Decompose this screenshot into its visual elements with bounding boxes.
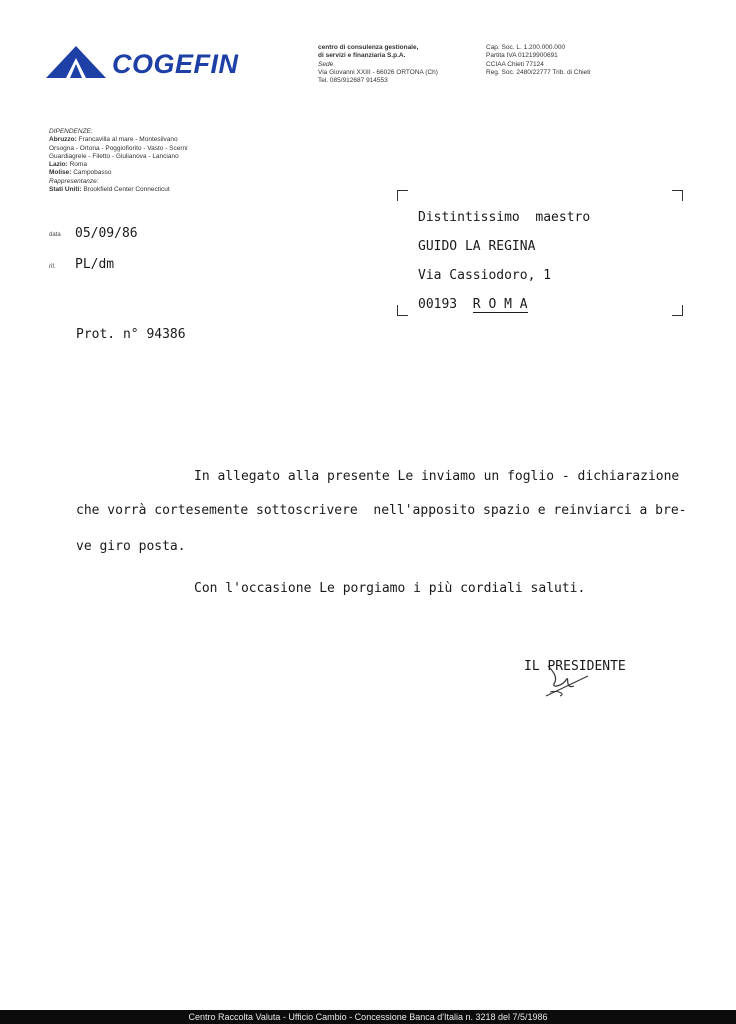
window-corner-br (672, 305, 683, 316)
abruzzo-list-2: Orsogna - Ortona - Poggiofiorito - Vasto - Scerni (49, 144, 188, 152)
abruzzo-list-3: Guardiagrele - Filetto - Giulianova - Lanciano (49, 152, 179, 160)
body-line-2: che vorrà cortesemente sottoscrivere nell'apposito spazio e reinviarci a bre- (76, 503, 687, 518)
usa-label: Stati Uniti: (49, 186, 82, 194)
seat-label: Sede (318, 60, 334, 68)
reps-heading: Rappresentanze: (49, 177, 99, 185)
protocol-number: Prot. n° 94386 (76, 327, 186, 342)
recipient-block (418, 203, 590, 319)
phone: Tel. 085/912687 914553 (318, 77, 388, 85)
recipient-name: GUIDO LA REGINA (418, 239, 536, 254)
lazio-list: Roma (69, 161, 87, 169)
tagline-2: di servizi e finanziaria S.p.A. (318, 52, 406, 60)
window-corner-tl (397, 190, 408, 201)
molise-label: Molise: (49, 169, 72, 177)
ref-label: rif. (49, 264, 56, 270)
abruzzo-list: Francavilla al mare - Montesilvano (78, 136, 178, 144)
recipient-salutation: Distintissimo maestro (418, 210, 591, 225)
lazio-label: Lazio: (49, 161, 68, 169)
window-corner-tr (672, 190, 683, 201)
window-corner-bl (397, 305, 408, 316)
branches-heading: DIPENDENZE: (49, 128, 93, 135)
molise-list: Campobasso (73, 169, 112, 177)
ref-value: PL/dm (75, 257, 115, 272)
cogefin-triangle-icon (44, 44, 108, 80)
register: Reg. Soc. 2480/22777 Trib. di Chieti (486, 68, 591, 76)
usa-list: Brookfield Center Connecticut (83, 186, 170, 194)
closing-line: Con l'occasione Le porgiamo i più cordiali saluti. (194, 581, 586, 596)
body-line-1: In allegato alla presente Le inviamo un foglio - dichiarazione (194, 469, 680, 484)
body-line-3: ve giro posta. (76, 539, 186, 554)
branches-block (49, 128, 269, 194)
capital: Cap. Soc. L. 1.200.000.000 (486, 44, 566, 51)
company-info (318, 44, 478, 85)
footer-bar (0, 1010, 736, 1024)
recipient-zip: 00193 (418, 297, 458, 312)
company-logo (44, 44, 244, 84)
footer-text: Centro Raccolta Valuta - Ufficio Cambio - Concessione Banca d'Italia n. 3218 del 7/5/1986 (188, 1012, 548, 1022)
vat-number: Partita IVA 01219900691 (486, 52, 558, 60)
address: Via Giovanni XXIII - 66026 ORTONA (Ch) (318, 68, 438, 76)
date-label: data (49, 232, 61, 238)
cciaa: CCIAA Chieti 77124 (486, 60, 544, 68)
tagline-1: centro di consulenza gestionale, (318, 44, 419, 51)
recipient-street: Via Cassiodoro, 1 (418, 268, 552, 283)
company-registry (486, 44, 636, 77)
company-name: COGEFIN (112, 49, 239, 79)
recipient-city: R O M A (472, 297, 528, 312)
date-value: 05/09/86 (75, 226, 138, 241)
signature-title: IL PRESIDENTE (524, 659, 626, 674)
abruzzo-label: Abruzzo: (49, 136, 77, 144)
handwritten-signature-icon (540, 660, 600, 700)
